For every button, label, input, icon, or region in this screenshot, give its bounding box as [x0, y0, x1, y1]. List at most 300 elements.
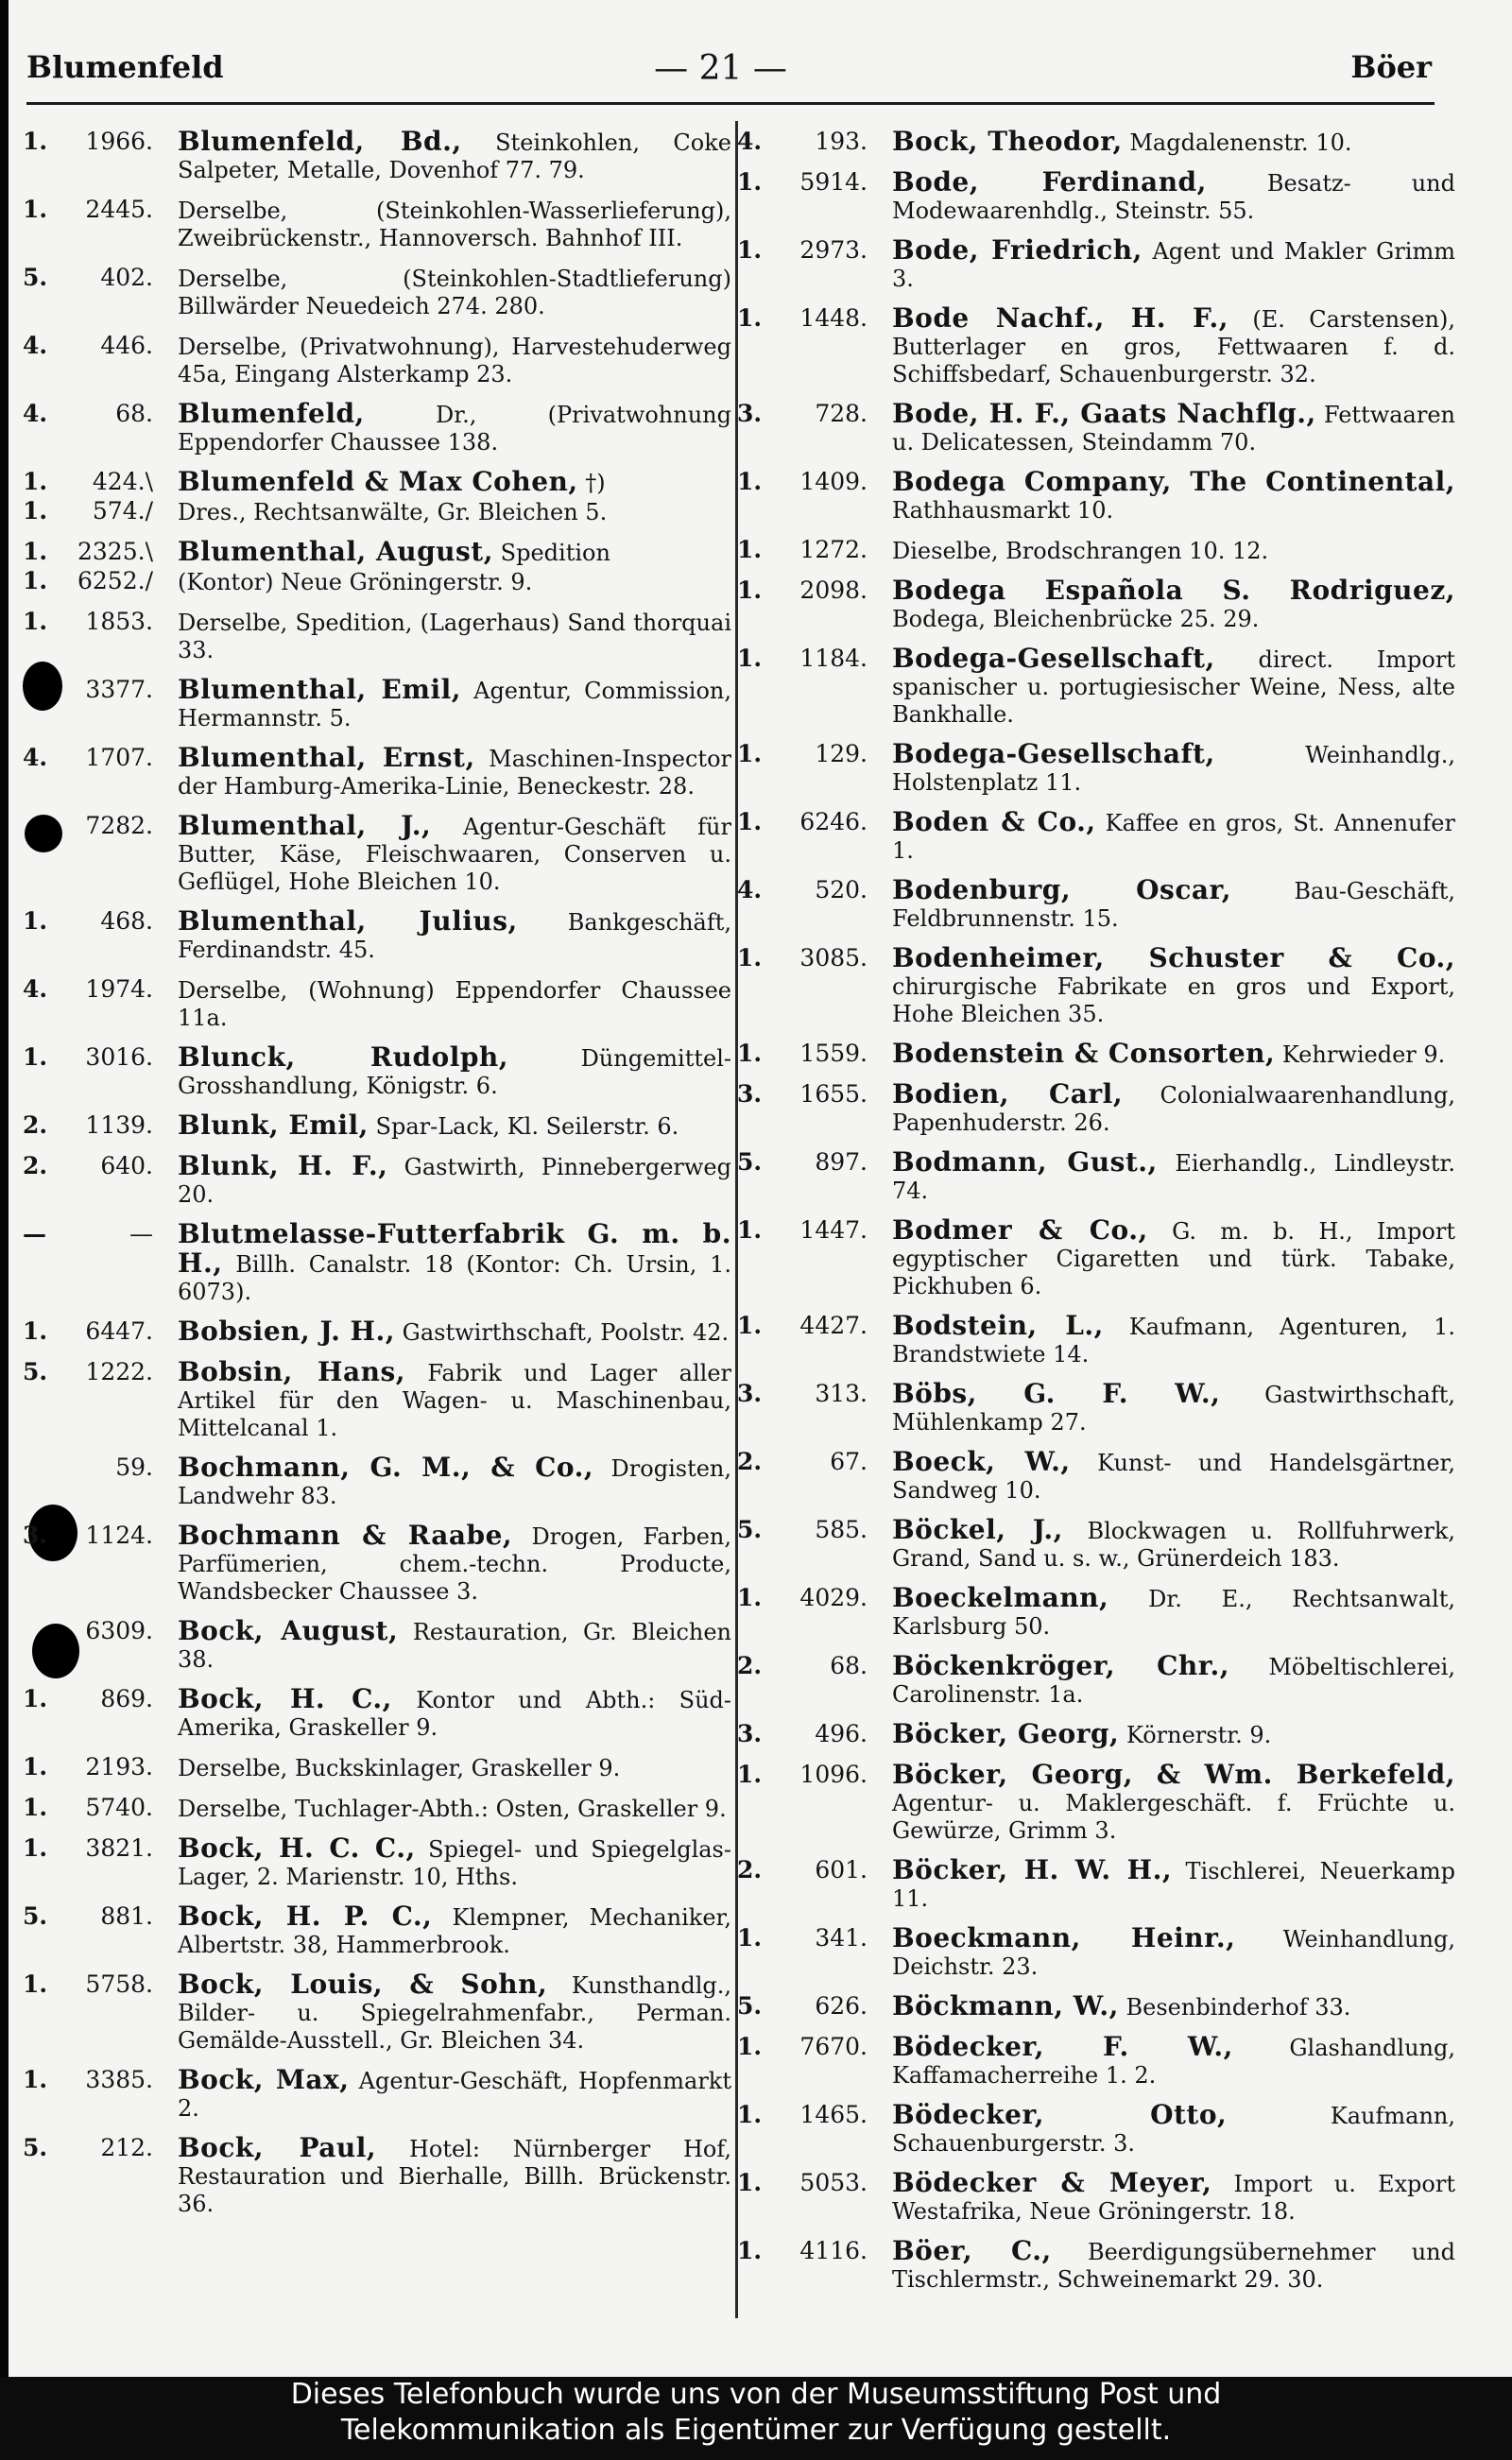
subscriber-name: Bödecker, F. W., — [892, 2031, 1233, 2062]
subscriber-details: Derselbe, (Wohnung) Eppendorfer Chaussee 11a. — [178, 977, 731, 1031]
phone-number — [737, 944, 879, 972]
directory-entry — [23, 2134, 731, 2218]
line-number: 3385. — [85, 2066, 153, 2093]
line-number: 424.\ — [92, 468, 153, 495]
running-header-left: Blumenfeld — [26, 49, 224, 85]
phone-number — [737, 1992, 879, 2020]
directory-entry — [737, 236, 1455, 293]
directory-entry — [737, 1720, 1455, 1749]
phone-number — [23, 1043, 164, 1071]
entry-text — [879, 944, 1455, 1028]
subscriber-details: Derselbe, Spedition, (Lagerhaus) Sand thorquai 33. — [178, 610, 731, 663]
entry-text — [164, 400, 731, 456]
phone-number — [23, 744, 164, 771]
exchange-zone: 2. — [737, 1652, 763, 1679]
phone-number — [737, 468, 879, 495]
entry-text — [164, 196, 731, 252]
exchange-zone: 1. — [737, 304, 763, 332]
phone-number — [737, 1761, 879, 1788]
entry-text — [879, 236, 1455, 293]
subscriber-details: Spedition — [500, 540, 610, 566]
phone-number — [23, 1317, 164, 1345]
line-number: 2325.\ — [77, 538, 153, 565]
directory-entry — [737, 1080, 1455, 1137]
line-number: 6246. — [799, 808, 868, 835]
subscriber-details: Kunst- und Handelsgärtner, Sandweg 10. — [892, 1450, 1455, 1504]
line-number: 193. — [815, 128, 868, 155]
directory-entry — [737, 645, 1455, 729]
entry-text — [164, 1834, 731, 1891]
line-number: 7282. — [85, 812, 153, 839]
entry-text — [879, 1148, 1455, 1205]
directory-entry — [737, 576, 1455, 633]
phone-number — [737, 576, 879, 604]
exchange-zone: 1. — [737, 236, 763, 264]
exchange-zone: 1. — [737, 168, 763, 196]
subscriber-details: Blockwagen u. Rollfuhrwerk, Grand, Sand u. s. w., Grünerdeich 183. — [892, 1518, 1455, 1572]
line-number: 4029. — [799, 1584, 868, 1611]
subscriber-details: Gastwirthschaft, Mühlenkamp 27. — [892, 1382, 1455, 1436]
exchange-zone: 1. — [23, 128, 48, 155]
exchange-zone: 1. — [23, 1753, 48, 1780]
line-number: 1707. — [85, 744, 153, 771]
phone-number — [737, 1080, 879, 1108]
subscriber-name: Bock, Louis, & Sohn, — [178, 1969, 548, 2000]
subscriber-details: Bodega, Bleichenbrücke 25. 29. — [892, 606, 1260, 632]
subscriber-name: Boeckelmann, — [892, 1582, 1109, 1613]
phone-number — [737, 2033, 879, 2060]
left-column — [23, 128, 731, 2218]
subscriber-name: Bodenheimer, Schuster & Co., — [892, 942, 1455, 973]
subscriber-details: Spiegel- und Spiegelglas-Lager, 2. Marienstr. 10, Hths. — [178, 1836, 731, 1890]
entry-text — [164, 264, 731, 320]
subscriber-details: (E. Carstensen), Butterlager en gros, Fettwaaren f. d. Schiffsbedarf, Schauenburgerstr. 32. — [892, 306, 1455, 387]
entry-text — [879, 1040, 1455, 1069]
subscriber-details: Kunsthandlg., Bilder- u. Spiegelrahmenfabr., Perman. Gemälde-Ausstell., Gr. Bleichen 34. — [178, 1972, 731, 2054]
directory-entry — [23, 567, 731, 596]
subscriber-name: Bock, H. C. C., — [178, 1832, 416, 1864]
subscriber-details: Bankgeschäft, Ferdinandstr. 45. — [178, 909, 731, 963]
line-number: 2445. — [85, 196, 153, 223]
entry-text — [164, 1111, 731, 1141]
subscriber-details: G. m. b. H., Import egyptischer Cigaretten und türk. Tabake, Pickhuben 6. — [892, 1218, 1455, 1299]
subscriber-name: Bodega Española S. Rodriguez, — [892, 575, 1455, 606]
directory-entry — [23, 1317, 731, 1347]
line-number: 59. — [115, 1454, 153, 1481]
phone-number — [23, 1970, 164, 1998]
directory-entry — [737, 808, 1455, 865]
exchange-zone: 3. — [737, 1080, 763, 1108]
entry-text — [879, 400, 1455, 456]
entry-text — [879, 2237, 1455, 2294]
phone-number — [23, 128, 164, 155]
subscriber-details: Kehrwieder 9. — [1281, 1041, 1446, 1068]
subscriber-name: Bodega-Gesellschaft, — [892, 738, 1215, 769]
subscriber-details: Magdalenenstr. 10. — [1129, 129, 1352, 156]
phone-number — [23, 332, 164, 359]
exchange-zone: 1. — [23, 538, 48, 565]
exchange-zone: 1. — [737, 740, 763, 767]
exchange-zone: 1. — [23, 1043, 48, 1071]
line-number: 1966. — [85, 128, 153, 155]
subscriber-name: Böckel, J., — [892, 1514, 1063, 1545]
phone-number — [737, 1148, 879, 1176]
phone-number — [23, 1685, 164, 1712]
subscriber-details: Beerdigungsübernehmer und Tischlermstr., Schweinemarkt 29. 30. — [892, 2239, 1455, 2293]
entry-text — [879, 1992, 1455, 2021]
phone-number — [737, 645, 879, 672]
subscriber-name: Bodmann, Gust., — [892, 1146, 1158, 1178]
entry-text — [879, 2033, 1455, 2090]
subscriber-name: Bochmann, G. M., & Co., — [178, 1452, 594, 1483]
entry-text — [879, 1448, 1455, 1505]
line-number: 881. — [100, 1902, 153, 1930]
phone-number — [23, 1220, 164, 1247]
exchange-zone: 2. — [23, 1111, 48, 1139]
exchange-zone: 1. — [737, 1312, 763, 1339]
phone-number — [23, 1617, 164, 1644]
entry-text — [164, 1685, 731, 1742]
subscriber-details: Dr. E., Rechtsanwalt, Karlsburg 50. — [892, 1586, 1455, 1640]
exchange-zone: 3. — [737, 400, 763, 427]
directory-entry — [737, 468, 1455, 525]
phone-number — [23, 497, 164, 525]
directory-entry — [23, 1753, 731, 1782]
entry-text — [879, 1216, 1455, 1300]
exchange-zone: 1. — [737, 1216, 763, 1244]
phone-number — [23, 1753, 164, 1780]
subscriber-name: Böckmann, W., — [892, 1990, 1119, 2021]
running-header-right: Böer — [1350, 49, 1432, 85]
exchange-zone: 1. — [23, 608, 48, 635]
subscriber-name: Bochmann & Raabe, — [178, 1520, 513, 1551]
entry-text — [164, 128, 731, 184]
entry-text — [879, 1312, 1455, 1368]
line-number: 2973. — [799, 236, 868, 264]
directory-entry — [23, 907, 731, 964]
subscriber-details: Agentur- u. Maklergeschäft. f. Früchte u. Gewürze, Grimm 3. — [892, 1790, 1455, 1844]
phone-number — [23, 1794, 164, 1821]
subscriber-name: Bock, Max, — [178, 2064, 350, 2095]
subscriber-name: Boeckmann, Heinr., — [892, 1922, 1236, 1953]
header-rule — [26, 102, 1435, 105]
exchange-zone: 1. — [737, 645, 763, 672]
directory-entry — [23, 676, 731, 732]
subscriber-details: Gastwirthschaft, Poolstr. 42. — [402, 1319, 730, 1346]
directory-entry — [737, 1856, 1455, 1913]
directory-entry — [23, 1834, 731, 1891]
subscriber-details: Rathhausmarkt 10. — [892, 497, 1114, 524]
subscriber-name: Bobsien, J. H., — [178, 1316, 396, 1347]
exchange-zone: 3. — [737, 1380, 763, 1407]
phone-number — [737, 1380, 879, 1407]
directory-entry — [737, 1148, 1455, 1205]
subscriber-details: Fabrik und Lager aller Artikel für den Wagen- u. Maschinenbau, Mittelcanal 1. — [178, 1360, 732, 1441]
directory-entry — [737, 168, 1455, 225]
directory-entry — [737, 1516, 1455, 1573]
subscriber-details: Agentur, Commission, Hermannstr. 5. — [178, 678, 731, 731]
directory-entry — [23, 975, 731, 1032]
entry-text — [164, 1970, 731, 2055]
line-number: 897. — [815, 1148, 868, 1176]
entry-text — [879, 1720, 1455, 1749]
subscriber-name: Bock, August, — [178, 1615, 399, 1646]
line-number: 5914. — [799, 168, 868, 196]
subscriber-name: Bock, Paul, — [178, 2132, 377, 2163]
subscriber-name: Blumenthal, August, — [178, 536, 493, 567]
line-number: 1272. — [799, 536, 868, 563]
phone-number — [23, 264, 164, 291]
entry-text — [879, 1924, 1455, 1981]
subscriber-details: Gastwirth, Pinnebergerweg 20. — [178, 1154, 731, 1208]
entry-text — [164, 676, 731, 732]
line-number: 1222. — [85, 1358, 153, 1385]
line-number: 1974. — [85, 975, 153, 1003]
subscriber-name: Böcker, Georg, & Wm. Berkefeld, — [892, 1759, 1455, 1790]
subscriber-details: Kaufmann, Schauenburgerstr. 3. — [892, 2103, 1455, 2157]
line-number: 640. — [100, 1152, 153, 1179]
phone-number — [737, 168, 879, 196]
phone-number — [737, 740, 879, 767]
exchange-zone: 5. — [737, 1992, 763, 2020]
entry-text — [879, 1380, 1455, 1436]
phone-number — [737, 1516, 879, 1543]
directory-entry — [23, 332, 731, 388]
line-number: 601. — [815, 1856, 868, 1884]
subscriber-name: Blunck, Rudolph, — [178, 1041, 509, 1073]
phone-number — [23, 196, 164, 223]
phone-number — [737, 304, 879, 332]
line-number: 1124. — [85, 1522, 153, 1549]
line-number: 5053. — [799, 2169, 868, 2196]
exchange-zone: 1. — [737, 2101, 763, 2128]
entry-text — [879, 1856, 1455, 1913]
phone-number — [737, 2237, 879, 2264]
phone-number — [23, 1152, 164, 1179]
directory-entry — [23, 468, 731, 497]
directory-entry — [23, 1617, 731, 1674]
phone-number — [23, 1522, 164, 1549]
line-number: 1184. — [799, 645, 868, 672]
exchange-zone: 2. — [23, 1152, 48, 1179]
line-number: 585. — [815, 1516, 868, 1543]
phone-number — [23, 1902, 164, 1930]
exchange-zone: 1. — [23, 2066, 48, 2093]
subscriber-details: chirurgische Fabrikate en gros und Export, Hohe Bleichen 35. — [892, 973, 1455, 1027]
phone-number — [737, 876, 879, 903]
line-number: 3016. — [85, 1043, 153, 1071]
line-number: 313. — [815, 1380, 868, 1407]
exchange-zone: 1. — [23, 1834, 48, 1862]
subscriber-name: Bodenstein & Consorten, — [892, 1038, 1276, 1069]
line-number: 5740. — [85, 1794, 153, 1821]
line-number: 2098. — [799, 576, 868, 604]
phone-number — [737, 1584, 879, 1611]
directory-entry — [737, 1652, 1455, 1709]
exchange-zone: 5. — [23, 264, 48, 291]
exchange-zone: 1. — [23, 1685, 48, 1712]
directory-entry — [23, 128, 731, 184]
directory-entry — [737, 740, 1455, 797]
subscriber-details: Klempner, Mechaniker, Albertstr. 38, Hammerbrook. — [178, 1904, 731, 1958]
directory-entry — [23, 2066, 731, 2123]
directory-entry — [737, 1761, 1455, 1845]
subscriber-name: Böckenkröger, Chr., — [892, 1650, 1229, 1681]
entry-text — [164, 567, 731, 596]
phone-number — [23, 567, 164, 594]
subscriber-details: Weinhandlung, Deichstr. 23. — [892, 1926, 1455, 1980]
subscriber-name: Bodmer & Co., — [892, 1214, 1148, 1246]
entry-text — [164, 2134, 731, 2218]
footer-line-1: Dieses Telefonbuch wurde uns von der Museumsstiftung Post und — [290, 2378, 1222, 2411]
subscriber-name: Blumenthal, Emil, — [178, 674, 461, 705]
subscriber-details: Agentur-Geschäft, Hopfenmarkt 2. — [178, 2068, 731, 2122]
subscriber-details: direct. Import spanischer u. portugiesischer Weine, Ness, alte Bankhalle. — [892, 646, 1455, 728]
subscriber-details: Derselbe, Tuchlager-Abth.: Osten, Graskeller 9. — [178, 1796, 727, 1822]
entry-text — [164, 1358, 731, 1442]
entry-text — [164, 975, 731, 1032]
phone-number — [737, 1924, 879, 1952]
subscriber-name: Böer, C., — [892, 2235, 1052, 2266]
entry-text — [164, 332, 731, 388]
subscriber-details: (Kontor) Neue Gröningerstr. 9. — [178, 569, 533, 595]
directory-entry — [23, 608, 731, 664]
line-number: 1096. — [799, 1761, 868, 1788]
directory-entry — [23, 400, 731, 456]
directory-entry — [737, 400, 1455, 456]
entry-text — [164, 2066, 731, 2123]
directory-entry — [737, 536, 1455, 565]
exchange-zone: 1. — [737, 1584, 763, 1611]
subscriber-name: Blumenthal, Julius, — [178, 905, 518, 937]
subscriber-name: Bock, H. P. C., — [178, 1901, 433, 1932]
directory-entry — [737, 2237, 1455, 2294]
subscriber-name: Bobsin, Hans, — [178, 1356, 405, 1387]
entry-text — [164, 608, 731, 664]
subscriber-name: Bode, Ferdinand, — [892, 166, 1207, 198]
phone-number — [23, 676, 164, 703]
subscriber-details: †) — [585, 470, 606, 496]
exchange-zone: 2. — [737, 1856, 763, 1884]
directory-entry — [23, 264, 731, 320]
directory-entry — [23, 1902, 731, 1959]
exchange-zone: 1. — [737, 576, 763, 604]
exchange-zone: 1. — [737, 468, 763, 495]
subscriber-details: Maschinen-Inspector der Hamburg-Amerika-Linie, Beneckestr. 28. — [178, 746, 731, 800]
directory-entry — [737, 1380, 1455, 1436]
subscriber-details: Derselbe, (Steinkohlen-Wasserlieferung), Zweibrückenstr., Hannoversch. Bahnhof III. — [178, 198, 731, 251]
subscriber-details: Steinkohlen, Coke Salpeter, Metalle, Dovenhof 77. 79. — [178, 129, 731, 183]
phone-number — [23, 1834, 164, 1862]
phone-number — [737, 1720, 879, 1747]
subscriber-details: Glashandlung, Kaffamacherreihe 1. 2. — [892, 2035, 1455, 2089]
directory-entry — [737, 1312, 1455, 1368]
directory-entry — [23, 497, 731, 526]
directory-entry — [23, 1454, 731, 1510]
exchange-zone: 1. — [23, 567, 48, 594]
subscriber-details: Kontor und Abth.: Süd-Amerika, Graskeller 9. — [178, 1687, 731, 1741]
phone-number — [737, 808, 879, 835]
subscriber-name: Blunk, H. F., — [178, 1150, 388, 1181]
subscriber-name: Bödecker, Otto, — [892, 2099, 1228, 2130]
phone-number — [23, 2134, 164, 2161]
line-number: 3085. — [799, 944, 868, 972]
line-number: 1447. — [799, 1216, 868, 1244]
entry-text — [879, 1516, 1455, 1573]
exchange-zone: 1. — [23, 1794, 48, 1821]
line-number: 1409. — [799, 468, 868, 495]
entry-text — [879, 2101, 1455, 2158]
line-number: 402. — [100, 264, 153, 291]
line-number: — — [129, 1220, 153, 1247]
entry-text — [164, 468, 731, 497]
phone-number — [737, 1216, 879, 1244]
phone-number — [737, 1040, 879, 1067]
line-number: 728. — [815, 400, 868, 427]
entry-text — [164, 1220, 731, 1306]
subscriber-details: Dieselbe, Brodschrangen 10. 12. — [892, 538, 1269, 564]
subscriber-details: Billh. Canalstr. 18 (Kontor: Ch. Ursin, 1. 6073). — [178, 1251, 731, 1305]
phone-number — [737, 2169, 879, 2196]
subscriber-name: Böcker, H. W. H., — [892, 1854, 1173, 1885]
directory-entry — [23, 196, 731, 252]
entry-text — [879, 468, 1455, 525]
entry-text — [879, 876, 1455, 933]
subscriber-details: Agentur-Geschäft für Butter, Käse, Fleischwaaren, Conserven u. Geflügel, Hohe Bleichen 10. — [178, 814, 731, 895]
line-number: 7670. — [799, 2033, 868, 2060]
phone-number — [23, 608, 164, 635]
subscriber-details: Eierhandlg., Lindleystr. 74. — [892, 1150, 1455, 1204]
phone-number — [23, 975, 164, 1003]
directory-entry — [23, 1685, 731, 1742]
line-number: 1655. — [799, 1080, 868, 1108]
subscriber-name: Boeck, W., — [892, 1446, 1071, 1477]
entry-text — [879, 536, 1455, 565]
subscriber-name: Bode Nachf., H. F., — [892, 302, 1229, 334]
directory-entry — [23, 1220, 731, 1306]
subscriber-details: Weinhandlg., Holstenplatz 11. — [892, 742, 1455, 796]
directory-entry — [23, 1794, 731, 1823]
subscriber-details: Hotel: Nürnberger Hof, Restauration und Bierhalle, Billh. Brückenstr. 36. — [178, 2136, 731, 2217]
line-number: 1853. — [85, 608, 153, 635]
line-number: 5758. — [85, 1970, 153, 1998]
subscriber-name: Blumenfeld, Bd., — [178, 126, 462, 157]
phone-number — [737, 1448, 879, 1475]
phone-number — [23, 400, 164, 427]
subscriber-details: Kaffee en gros, St. Annenufer 1. — [892, 810, 1455, 864]
exchange-zone: 2. — [737, 1448, 763, 1475]
line-number: 129. — [815, 740, 868, 767]
phone-number — [737, 1312, 879, 1339]
directory-entry — [737, 1584, 1455, 1641]
entry-text — [164, 1794, 731, 1823]
line-number: 68. — [830, 1652, 868, 1679]
directory-entry — [737, 1448, 1455, 1505]
exchange-zone: 4. — [737, 876, 763, 903]
subscriber-name: Böcker, Georg, — [892, 1718, 1120, 1749]
exchange-zone: 3. — [23, 1522, 48, 1549]
directory-entry — [737, 1924, 1455, 1981]
entry-text — [879, 645, 1455, 729]
entry-text — [164, 497, 731, 526]
exchange-zone: 1. — [737, 1924, 763, 1952]
subscriber-details: Restauration, Gr. Bleichen 38. — [178, 1619, 732, 1673]
entry-text — [879, 576, 1455, 633]
subscriber-details: Tischlerei, Neuerkamp 11. — [892, 1858, 1455, 1912]
phone-number — [23, 812, 164, 839]
subscriber-name: Bodega-Gesellschaft, — [892, 643, 1215, 674]
directory-entry — [23, 1111, 731, 1141]
